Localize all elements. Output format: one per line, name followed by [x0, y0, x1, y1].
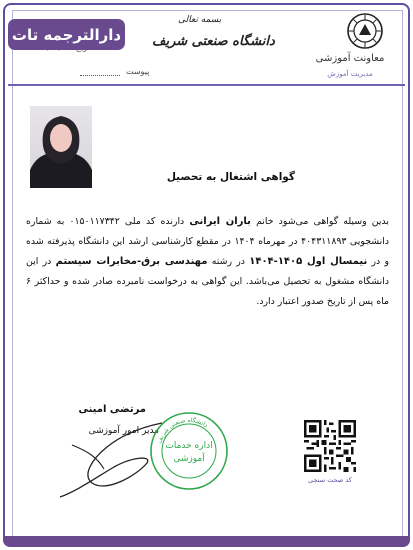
svg-text:اداره خدمات: اداره خدمات: [165, 441, 213, 451]
body-part-3: در رشته: [211, 256, 245, 267]
body-part-2: دارنده کد ملی ۰۱۵۰۱۱۷۳۴۲ به شماره دانشجویی ۴۰۴۳۱۱۸۹۳ در مهرماه ۱۴۰۴ در مقطع کارشناسی ارشد این دانشگاه پذیرفته شده و در: [26, 216, 390, 267]
body-part-4: در این دانشگاه مشغول به تحصیل می‌باشد. این گواهی به درخواست نامبرده صادر شده و حداکثر ۶ ماه پس از تاریخ صدور اعتبار دارد.: [26, 256, 389, 307]
svg-text:آموزشی: آموزشی: [173, 454, 205, 464]
university-name: دانشگاه صنعتی شریف: [152, 34, 275, 49]
department-title: معاونت آموزشی: [315, 53, 385, 64]
student-photo: [30, 106, 92, 188]
bismillah-text: بسمه تعالی: [178, 15, 222, 25]
body-part-1: بدین وسیله گواهی می‌شود خانم: [256, 216, 390, 227]
certificate-title: گواهی اشتغال به تحصیل: [166, 171, 295, 183]
department-subtitle: مدیریت آموزش: [327, 70, 373, 78]
svg-text:دانشگاه صنعتی شریف: دانشگاه صنعتی شریف: [156, 416, 209, 445]
university-logo-icon: [346, 12, 384, 50]
bottom-accent-bar: [3, 536, 410, 547]
signer-role: مدیر امور آموزشی: [88, 426, 159, 436]
header-divider: [8, 84, 405, 86]
signer-name: مرتضی امینی: [78, 404, 146, 415]
qr-code-label: کد صحت سنجی: [308, 476, 352, 484]
certificate-body: [26, 212, 389, 312]
attachment-line: [80, 67, 120, 76]
major: مهندسی برق-مخابرات سیستم: [55, 256, 208, 267]
official-stamp: [148, 410, 230, 492]
semester: نیمسال اول ۱۴۰۵-۱۴۰۴: [249, 256, 368, 267]
translator-badge: دارالترجمه تات: [8, 19, 125, 50]
verification-qr-code[interactable]: [304, 420, 356, 472]
student-name: باران ایرانی: [189, 216, 251, 227]
attachment-row: [80, 67, 149, 76]
attachment-label: پیوست: [126, 67, 150, 76]
